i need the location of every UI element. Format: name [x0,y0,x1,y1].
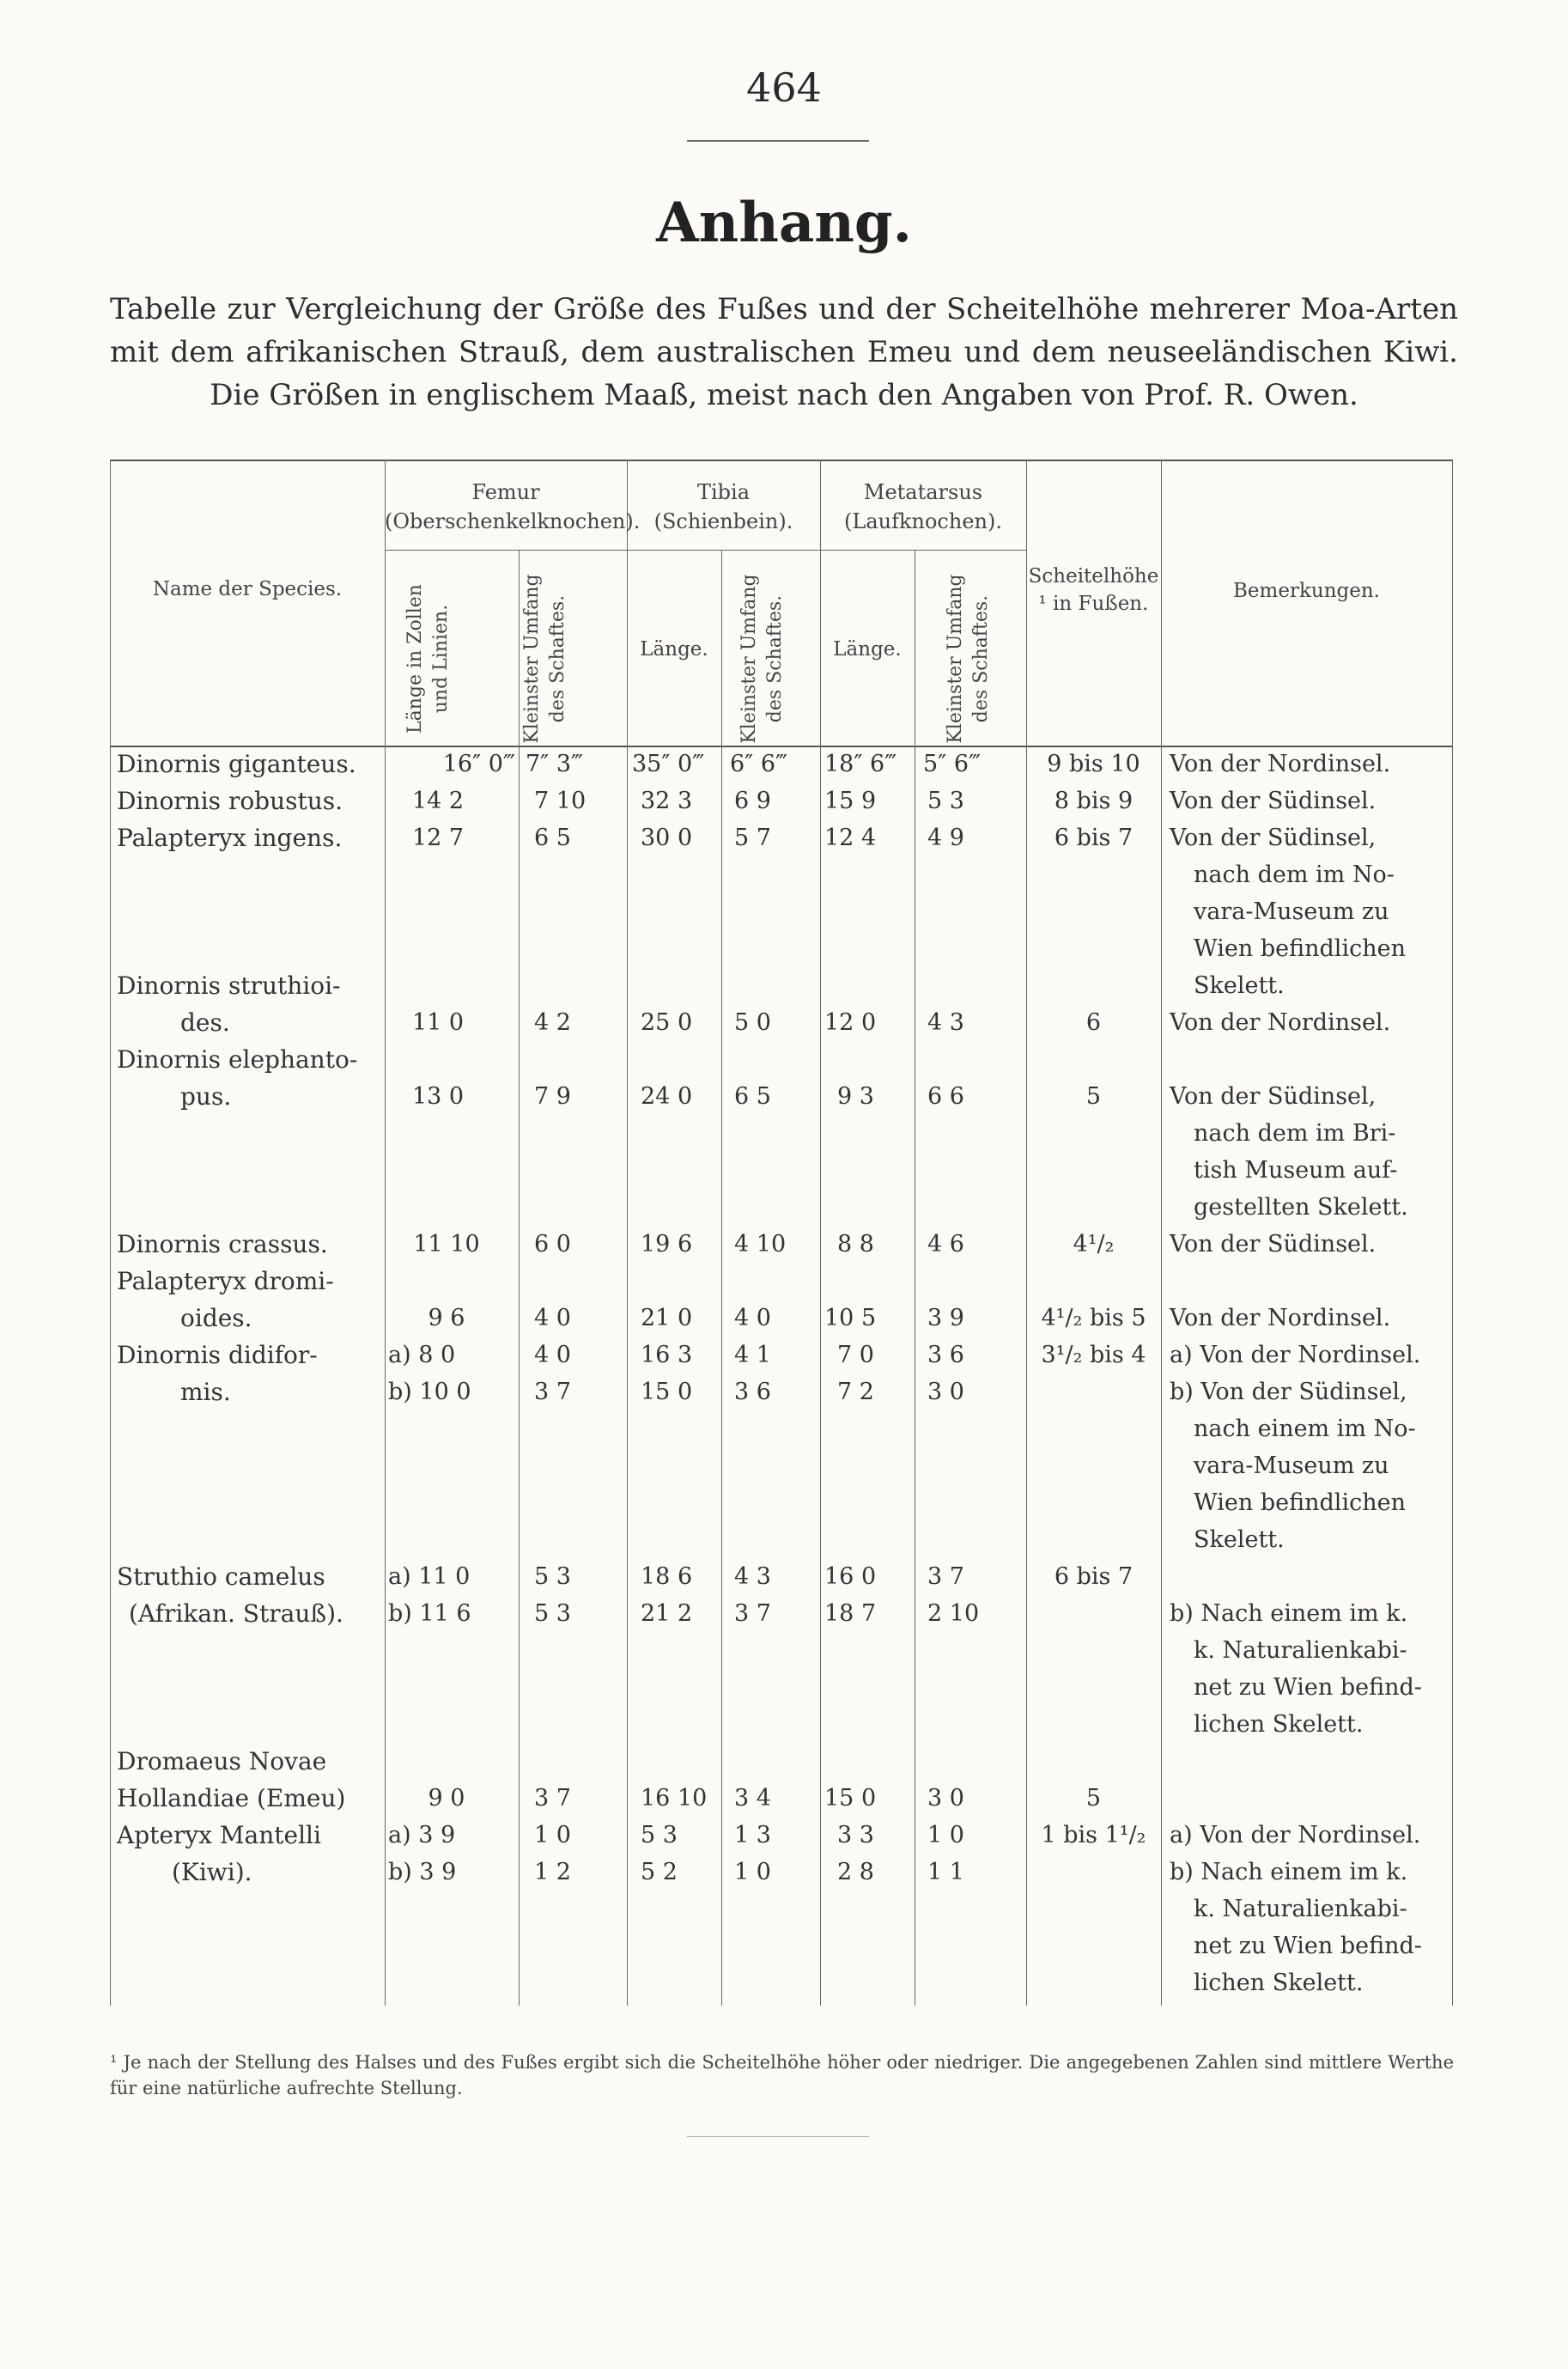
species-name: Dromaeus Novae [117,1747,327,1775]
metatarsus-length-cell: 8 8 [837,1231,874,1258]
remark-line: vara-Museum zu [1194,898,1389,925]
metatarsus-length-cell: 2 8 [837,1859,874,1885]
tibia-header: Tibia (Schienbein). [653,480,793,533]
femur-circumference-cell: 1 2 [534,1859,571,1885]
species-name: oides. [180,1304,252,1332]
femur-header: Femur (Oberschenkelknochen). [385,480,641,533]
species-name: mis. [180,1378,231,1406]
femur-circumference-cell: 6 0 [534,1231,571,1258]
col-divider [721,550,722,2006]
tibia-length-cell: 16 3 [641,1342,693,1368]
tibia-length-cell: 24 0 [641,1083,693,1110]
metatarsus-length-cell: 7 2 [837,1379,874,1405]
metatarsus-circumference-cell: 4 6 [927,1231,964,1258]
femur-length-cell: 14 2 [411,788,465,814]
tibia-length-cell: 35″ 0‴ [632,751,705,777]
table-top-border [110,460,1452,461]
tibia-length-cell: 5 2 [641,1859,678,1885]
remark-line: Von der Nordinsel. [1170,751,1391,777]
femur-length-cell: 11 10 [413,1231,480,1258]
remark-line: Von der Südinsel. [1170,788,1377,814]
metatarsus-circumference-cell: 1 1 [927,1859,964,1885]
remark-line: net zu Wien befind- [1194,1674,1422,1701]
metatarsus-length-cell: 9 3 [837,1083,874,1110]
tibia-circumference-cell: 5 7 [734,825,771,851]
metatarsus-circumference-cell: 2 10 [927,1600,980,1627]
femur-length-cell: 16″ 0‴ [442,751,515,777]
metatarsus-length-cell: 16 0 [824,1563,877,1590]
tibia-length-header: Länge. [640,638,708,661]
metatarsus-circumference-header: Kleinster Umfang des Schaftes. [945,574,992,744]
height-cell: 9 bis 10 [1047,751,1140,777]
femur-length-cell: 9 6 [428,1305,465,1331]
metatarsus-circumference-cell: 3 0 [927,1379,964,1405]
species-name: (Kiwi). [172,1858,252,1886]
femur-length-cell: 12 7 [411,825,465,851]
femur-length-cell: a) 3 9 [388,1822,456,1848]
tibia-circumference-cell: 4 10 [734,1231,787,1258]
footnote: ¹ Je nach der Stellung des Halses und des Fußes ergibt sich die Scheitelhöhe höher oder niedriger. Die angegebenen Zahlen sind mittlere Werthe für eine natürliche aufrechte Stellung. [110,2052,1454,2098]
metatarsus-circumference-cell: 3 6 [927,1342,964,1368]
metatarsus-length-cell: 7 0 [837,1342,874,1368]
height-cell: 8 bis 9 [1054,788,1133,814]
intro-paragraph: Tabelle zur Vergleichung der Größe des Fußes und der Scheitelhöhe mehrerer Moa-Arten mit dem afrikanischen Strauß, dem australischen Emeu und dem neuseeländischen Kiwi. Die Größen in englischem Maaß, meist nach den Angaben von Prof. R. Owen. [110,292,1458,412]
height-cell: 5 [1085,1785,1102,1812]
metatarsus-circumference-cell: 3 7 [927,1563,964,1590]
tibia-circumference-cell: 4 1 [734,1342,771,1368]
remark-line: Skelett. [1194,1526,1285,1553]
tibia-circumference-cell: 6″ 6‴ [730,751,788,777]
metatarsus-length-cell: 15 0 [824,1785,877,1812]
femur-circumference-cell: 3 7 [534,1785,571,1812]
col-divider [385,460,386,2006]
metatarsus-length-cell: 12 4 [824,825,877,851]
tibia-circumference-cell: 6 9 [734,788,771,814]
tibia-circumference-cell: 6 5 [734,1083,771,1110]
page-title: Anhang. [656,191,912,255]
species-name: Struthio camelus [117,1562,325,1591]
species-name: Palapteryx ingens. [117,824,343,852]
femur-circumference-cell: 7″ 3‴ [526,751,584,777]
tibia-length-cell: 21 2 [641,1600,693,1627]
tibia-length-cell: 16 10 [641,1785,708,1812]
remark-line: lichen Skelett. [1194,1970,1364,1996]
femur-circumference-cell: 7 10 [534,788,586,814]
species-name: Dinornis crassus. [117,1230,328,1258]
remark-line: a) Von der Nordinsel. [1170,1342,1421,1368]
femur-length-cell: b) 3 9 [388,1859,457,1885]
remarks-header: Bemerkungen. [1233,580,1380,602]
metatarsus-circumference-cell: 1 0 [927,1822,964,1848]
tibia-circumference-header: Kleinster Umfang des Schaftes. [738,574,786,744]
species-name: Dinornis giganteus. [117,750,356,778]
remark-line: k. Naturalienkabi- [1194,1637,1407,1664]
height-cell: 6 bis 7 [1054,825,1133,851]
col-divider [519,550,520,2006]
femur-length-cell: a) 11 0 [388,1563,471,1590]
tibia-circumference-cell: 3 4 [734,1785,771,1812]
tibia-length-cell: 21 0 [641,1305,693,1331]
remark-line: Wien befindlichen [1194,1489,1406,1516]
remark-line: Skelett. [1194,972,1285,999]
remark-line: a) Von der Nordinsel. [1170,1822,1421,1848]
table-right-border [1452,460,1453,2006]
femur-circumference-cell: 5 3 [534,1563,571,1590]
species-name: Dinornis robustus. [117,787,343,815]
species-name: (Afrikan. Strauß). [129,1599,343,1628]
remark-line: Von der Südinsel, [1170,825,1377,851]
metatarsus-length-cell: 3 3 [837,1822,874,1848]
femur-length-cell: b) 11 6 [388,1600,471,1627]
page-number: 464 [746,64,822,111]
tibia-circumference-cell: 4 0 [734,1305,771,1331]
metatarsus-circumference-cell: 4 9 [927,825,964,851]
tibia-length-cell: 25 0 [641,1009,693,1036]
femur-length-header: Länge in Zollen und Linien. [404,584,452,734]
species-name: Dinornis elephanto- [117,1045,358,1074]
femur-circumference-header: Kleinster Umfang des Schaftes. [521,574,568,744]
femur-circumference-cell: 3 7 [534,1379,571,1405]
metatarsus-circumference-cell: 5 3 [927,788,964,814]
remark-line: nach dem im Bri- [1194,1120,1396,1147]
species-name: Hollandiae (Emeu) [117,1784,346,1812]
metatarsus-length-cell: 12 0 [824,1009,877,1036]
metatarsus-length-cell: 15 9 [824,788,877,814]
remark-line: Wien befindlichen [1194,935,1406,962]
height-cell: 3¹/₂ bis 4 [1041,1342,1146,1368]
col-divider [1161,460,1162,2006]
table-left-border [110,460,111,2006]
tibia-length-cell: 5 3 [641,1822,678,1848]
tibia-circumference-cell: 3 6 [734,1379,771,1405]
remark-line: tish Museum auf- [1194,1157,1398,1184]
tibia-length-cell: 15 0 [641,1379,693,1405]
tibia-circumference-cell: 3 7 [734,1600,771,1627]
species-name: des. [180,1008,230,1037]
metatarsus-length-cell: 18 7 [824,1600,877,1627]
height-header: Scheitelhöhe ¹ in Fußen. [1028,565,1159,615]
remark-line: Von der Nordinsel. [1170,1305,1391,1331]
remark-line: lichen Skelett. [1194,1711,1364,1738]
col-divider [820,460,821,2006]
tibia-circumference-cell: 5 0 [734,1009,771,1036]
femur-length-cell: 11 0 [411,1009,465,1036]
femur-circumference-cell: 5 3 [534,1600,571,1627]
height-cell: 1 bis 1¹/₂ [1041,1822,1146,1848]
metatarsus-circumference-cell: 5″ 6‴ [923,751,982,777]
tibia-circumference-cell: 1 3 [734,1822,771,1848]
group-divider [385,550,1026,551]
remark-line: Von der Südinsel, [1170,1083,1377,1110]
femur-length-cell: a) 8 0 [388,1342,456,1368]
remark-line: Von der Südinsel. [1170,1231,1377,1258]
metatarsus-circumference-cell: 4 3 [927,1009,964,1036]
femur-length-cell: 13 0 [411,1083,465,1110]
metatarsus-circumference-cell: 3 9 [927,1305,964,1331]
metatarsus-length-header: Länge. [833,638,902,661]
metatarsus-length-cell: 10 5 [824,1305,877,1331]
remark-line: Von der Nordinsel. [1170,1009,1391,1036]
height-cell: 4¹/₂ [1073,1231,1115,1258]
remark-line: net zu Wien befind- [1194,1933,1422,1959]
remark-line: vara-Museum zu [1194,1452,1389,1479]
tibia-circumference-cell: 1 0 [734,1859,771,1885]
tibia-length-cell: 30 0 [641,825,693,851]
femur-length-cell: 9 0 [428,1785,465,1812]
remark-line: nach einem im No- [1194,1416,1416,1442]
height-cell: 6 bis 7 [1054,1563,1133,1590]
femur-circumference-cell: 6 5 [534,825,571,851]
femur-circumference-cell: 7 9 [534,1083,571,1110]
species-header: Name der Species. [152,578,343,600]
tibia-length-cell: 18 6 [641,1563,693,1590]
height-cell: 6 [1085,1009,1102,1036]
remark-line: k. Naturalienkabi- [1194,1896,1407,1922]
metatarsus-header: Metatarsus (Laufknochen). [844,480,1002,533]
species-name: Dinornis struthioi- [117,971,341,1000]
femur-circumference-cell: 1 0 [534,1822,571,1848]
bottom-rule [687,2136,869,2137]
height-cell: 4¹/₂ bis 5 [1041,1305,1146,1331]
remark-line: b) Nach einem im k. [1170,1859,1408,1885]
remark-line: nach dem im No- [1194,862,1395,888]
remark-line: b) Nach einem im k. [1170,1600,1408,1627]
femur-length-cell: b) 10 0 [388,1379,471,1405]
femur-circumference-cell: 4 0 [534,1342,571,1368]
metatarsus-length-cell: 18″ 6‴ [824,751,897,777]
top-rule [687,140,869,142]
col-divider [627,460,628,2006]
species-name: pus. [180,1082,232,1111]
species-name: Apteryx Mantelli [117,1821,321,1849]
femur-circumference-cell: 4 0 [534,1305,571,1331]
femur-circumference-cell: 4 2 [534,1009,571,1036]
height-cell: 5 [1085,1083,1102,1110]
remark-line: b) Von der Südinsel, [1170,1379,1407,1405]
metatarsus-circumference-cell: 3 0 [927,1785,964,1812]
tibia-length-cell: 19 6 [641,1231,693,1258]
tibia-circumference-cell: 4 3 [734,1563,771,1590]
remark-line: gestellten Skelett. [1194,1194,1408,1221]
species-name: Dinornis didifor- [117,1341,318,1369]
metatarsus-circumference-cell: 6 6 [927,1083,964,1110]
species-name: Palapteryx dromi- [117,1267,334,1295]
tibia-length-cell: 32 3 [641,788,693,814]
